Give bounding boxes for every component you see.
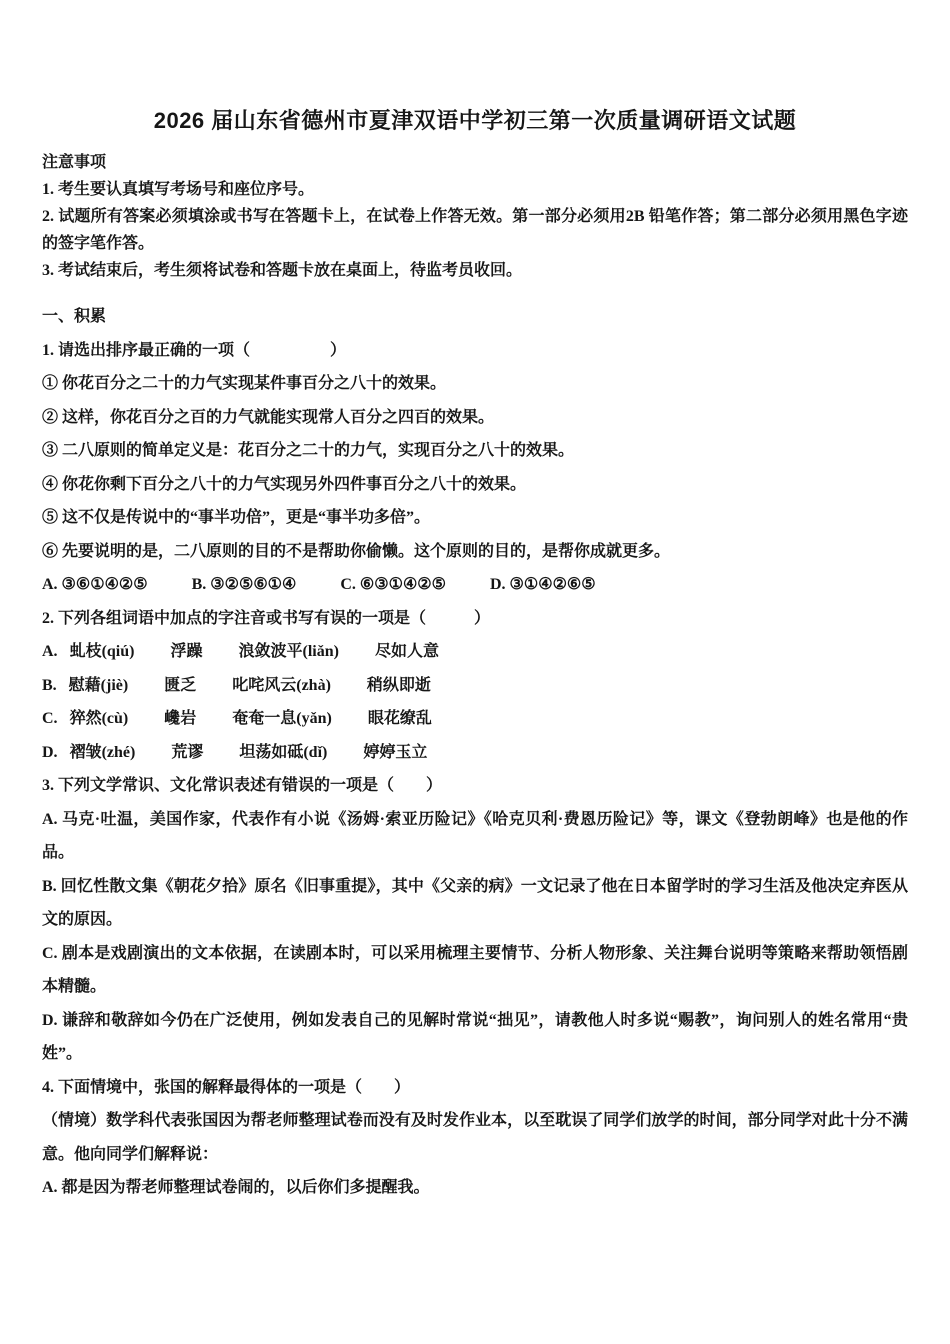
question-2-option-c [42, 702, 908, 736]
option-label: D. [42, 743, 58, 761]
option-term: 叱咤风云(zhà) [232, 676, 331, 694]
option-term: 虬枝(qiú) [69, 643, 135, 660]
option-term: 巉岩 [164, 710, 197, 727]
question-2-option-b [42, 669, 908, 703]
page-title: 2026 届山东省德州市夏津双语中学初三第一次质量调研语文试题 [153, 108, 797, 133]
question-1-sentence-1: ① 你花百分之二十的力气实现某件事百分之八十的效果。 [42, 375, 447, 392]
question-4-context: （情境）数学科代表张国因为帮老师整理试卷而没有及时发作业本，以至耽误了同学们放学的时间，部分同学对此十分不满意。他向同学们解释说： [42, 1112, 908, 1163]
question-1-sentence-4: ④ 你花你剩下百分之八十的力气实现另外四件事百分之八十的效果。 [42, 475, 527, 493]
question-1-stem: 1. 请选出排序最正确的一项（ ） [42, 341, 347, 359]
option-term: 浮躁 [170, 643, 203, 660]
option-term: 眼花缭乱 [367, 710, 432, 727]
question-3-option-a: A. 马克·吐温，美国作家，代表作有小说《汤姆·索亚历险记》《哈克贝利·费恩历险记》等，课文《登勃朗峰》也是他的作品。 [42, 810, 908, 861]
option-term: 褶皱(zhé) [69, 743, 136, 761]
option-term: 匮乏 [164, 676, 197, 694]
question-1-option-c: C. ⑥③①④②⑤ [340, 576, 446, 593]
question-2-option-d [42, 736, 908, 770]
option-term: 尽如人意 [374, 643, 439, 660]
question-1-sentence-2: ② 这样，你花百分之百的力气就能实现常人百分之四百的效果。 [42, 408, 495, 426]
question-1-option-d: D. ③①④②⑥⑤ [489, 576, 596, 593]
option-term: 婷婷玉立 [363, 743, 428, 761]
option-label: C. [42, 710, 58, 727]
option-term: 荒谬 [171, 743, 204, 761]
notice-item-2: 2. 试题所有答案必须填涂或书写在答题卡上，在试卷上作答无效。第一部分必须用2B 铅笔作答；第二部分必须用黑色字迹的签字笔作答。 [42, 208, 908, 252]
notice-heading: 注意事项 [42, 154, 107, 171]
option-term: 猝然(cù) [69, 710, 129, 727]
question-3-option-b: B. 回忆性散文集《朝花夕拾》原名《旧事重提》，其中《父亲的病》一文记录了他在日本留学时的学习生活及他决定弃医从文的原因。 [42, 877, 908, 928]
notice-item-1: 1. 考生要认真填写考场号和座位序号。 [42, 181, 315, 198]
notice-block [42, 149, 908, 284]
question-1-option-a: A. ③⑥①④②⑤ [42, 576, 148, 593]
question-3-option-d: D. 谦辞和敬辞如今仍在广泛使用，例如发表自己的见解时常说“拙见”，请教他人时多说“赐教”，询问别人的姓名常用“贵姓”。 [42, 1011, 908, 1062]
option-label: B. [42, 676, 57, 694]
section-heading: 一、积累 [42, 308, 107, 325]
question-1-sentence-5: ⑤ 这不仅是传说中的“事半功倍”，更是“事半功多倍”。 [42, 509, 431, 526]
question-1-sentence-3: ③ 二八原则的简单定义是：花百分之二十的力气，实现百分之八十的效果。 [42, 442, 575, 459]
question-1-options [42, 568, 908, 602]
option-label: A. [42, 643, 58, 660]
question-4-stem: 4. 下面情境中，张国的解释最得体的一项是（ ） [42, 1078, 411, 1096]
question-3-option-c: C. 剧本是戏剧演出的文本依据，在读剧本时，可以采用梳理主要情节、分析人物形象、关注舞台说明等策略来帮助领悟剧本精髓。 [42, 944, 908, 995]
question-1-sentence-6: ⑥ 先要说明的是，二八原则的目的不是帮助你偷懒。这个原则的目的，是帮你成就更多。 [42, 542, 671, 560]
exam-body [42, 300, 908, 1205]
option-term: 浪敛波平(liǎn) [238, 643, 339, 660]
option-term: 稍纵即逝 [366, 676, 431, 694]
option-term: 坦荡如砥(dǐ) [239, 743, 328, 761]
question-4-option-a: A. 都是因为帮老师整理试卷闹的，以后你们多提醒我。 [42, 1179, 430, 1196]
question-1-option-b: B. ③②⑤⑥①④ [191, 576, 297, 593]
option-term: 奄奄一息(yǎn) [232, 710, 332, 727]
notice-item-3: 3. 考试结束后，考生须将试卷和答题卡放在桌面上，待监考员收回。 [42, 262, 523, 279]
question-3-stem: 3. 下列文学常识、文化常识表述有错误的一项是（ ） [42, 777, 443, 794]
question-2-stem: 2. 下列各组词语中加点的字注音或书写有误的一项是（ ） [42, 609, 491, 627]
question-2-option-a [42, 635, 908, 669]
option-term: 慰藉(jiè) [68, 676, 129, 694]
